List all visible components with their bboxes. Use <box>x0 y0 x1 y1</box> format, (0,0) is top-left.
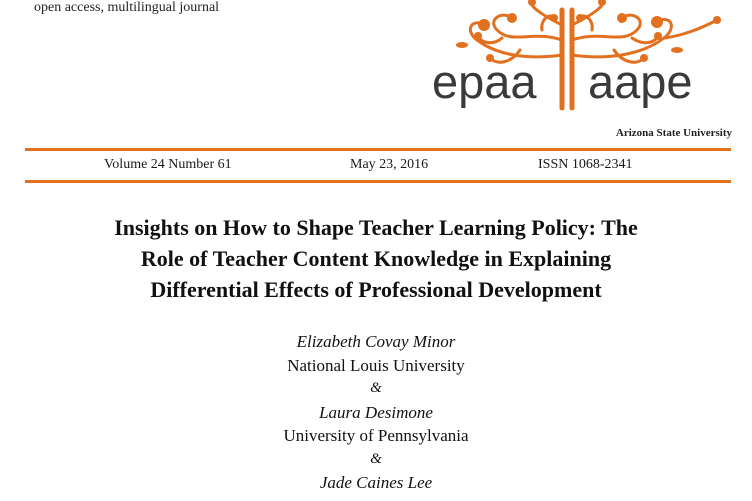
article-title <box>20 212 732 305</box>
title-line: Differential Effects of Professional Development <box>150 277 602 302</box>
author-affiliation: University of Pennsylvania <box>283 426 469 445</box>
author-affiliation: National Louis University <box>287 355 465 375</box>
author-name: Laura Desimone <box>319 402 433 422</box>
university-name: Arizona State University <box>615 127 732 139</box>
author-name: Elizabeth Covay Minor <box>296 332 456 351</box>
header-rule-top <box>25 148 731 151</box>
logo-text-aape: aape <box>588 55 693 108</box>
title-line: Role of Teacher Content Knowledge in Explaining <box>140 246 612 271</box>
journal-tagline: open access, multilingual journal <box>34 0 220 15</box>
author-list <box>0 330 752 495</box>
author-separator: & <box>370 380 382 396</box>
header-rule-bottom <box>25 180 731 183</box>
issue-issn: ISSN 1068-2341 <box>538 157 633 172</box>
title-line: Insights on How to Shape Teacher Learning Policy: The <box>114 215 638 240</box>
author-separator: & <box>370 450 382 467</box>
author-name: Jade Caines Lee <box>319 473 433 492</box>
logo-text-epaa: epaa <box>432 55 537 108</box>
issue-volume: Volume 24 Number 61 <box>104 157 232 172</box>
issue-date: May 23, 2016 <box>350 157 429 172</box>
